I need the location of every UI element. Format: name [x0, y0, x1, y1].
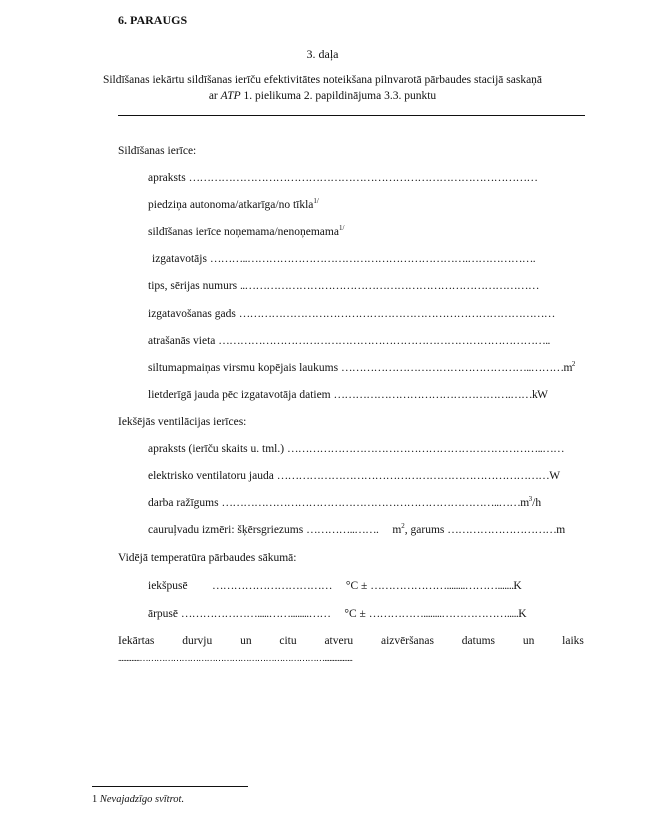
field-manufacturer	[152, 253, 535, 265]
field-temperature-inside-values	[212, 580, 522, 592]
fill-line: …………………………………………………………………..……m	[221, 497, 529, 509]
title-prefix: ar	[208, 90, 221, 102]
fill-line: ………………….....……........……	[180, 608, 331, 620]
unit: m	[392, 524, 402, 536]
field-label: iekšpusē	[148, 580, 188, 592]
field-label: ārpusē	[148, 608, 181, 620]
fill-line: …………………………………………………………………W	[276, 470, 560, 482]
fill-line: ……………………………………………………………..……	[286, 443, 564, 455]
fill-line: ..………………………………………………………………………	[240, 280, 539, 292]
field-useful-power	[148, 389, 547, 401]
fill-line: ……………………………………………………………………………	[238, 308, 555, 320]
fill-line: ………………………………………………………………………………..	[218, 335, 550, 347]
footnote-ref: 1/	[313, 197, 319, 205]
footnote-number: 1	[92, 794, 98, 805]
unit: K	[513, 580, 522, 592]
field-label: izgatavotājs	[152, 253, 210, 265]
fill-line: ……………………………………………..………m	[340, 362, 572, 374]
field-capacity	[148, 497, 541, 509]
unit-exponent: 3	[528, 495, 533, 503]
word: laiks	[562, 635, 584, 647]
field-label: izgatavošanas gads	[148, 308, 239, 320]
part-label: 3. daļa	[306, 47, 339, 61]
field-description	[148, 172, 537, 184]
field-label: darba ražīgums	[148, 497, 222, 509]
fill-line: …………..…….	[306, 524, 379, 536]
header-divider	[118, 115, 585, 116]
word: un	[240, 635, 252, 647]
field-manufacture-year	[148, 308, 555, 320]
fill-line: ………………………………………….……kW	[333, 389, 548, 401]
footnote-ref: 1/	[338, 224, 345, 232]
footnote-separator	[92, 786, 248, 787]
field-label: apraksts (ierīču skaits u. tml.)	[148, 443, 287, 455]
word: citu	[279, 635, 297, 647]
field-label: , garums	[404, 524, 448, 536]
field-temperature-inside	[148, 580, 188, 592]
field-type-serial	[148, 280, 539, 292]
field-label: sildīšanas ierīce noņemama/nenoņemama	[148, 226, 339, 238]
unit: m	[556, 524, 566, 536]
field-label: lietderīgā jauda pēc izgatavotāja datiem	[148, 389, 334, 401]
word: atveru	[324, 635, 354, 647]
field-label: cauruļvadu izmēri: šķērsgriezums	[148, 524, 307, 536]
document-title-line2	[0, 90, 645, 102]
word: Iekārtas	[118, 635, 155, 647]
closing-datetime-line	[118, 635, 584, 647]
temperature-heading: Vidējā temperatūra pārbaudes sākumā:	[118, 552, 297, 564]
field-temperature-outside	[148, 608, 527, 620]
unit: K	[518, 608, 527, 620]
field-label: elektrisko ventilatoru jauda	[148, 470, 277, 482]
field-fan-power	[148, 470, 559, 482]
unit-exponent: 2	[571, 360, 576, 368]
field-label: atrašanās vieta	[148, 335, 219, 347]
ventilation-heading: Iekšējās ventilācijas ierīces:	[118, 416, 247, 428]
unit-suffix: /h	[532, 497, 542, 509]
field-location	[148, 335, 550, 347]
field-removable	[148, 226, 344, 238]
field-heat-exchange-area	[148, 362, 575, 374]
word: durvju	[182, 635, 213, 647]
field-ventilation-description	[148, 443, 564, 455]
fill-line: ……………........……………….....	[368, 608, 519, 620]
word: datums	[461, 635, 496, 647]
title-suffix: 1. pielikuma 2. papildinājuma 3.3. punktu	[240, 90, 437, 102]
closing-fill-line: .............………………………………………………………….................	[118, 653, 353, 663]
field-label: apraksts	[148, 172, 189, 184]
unit-exponent: 2	[401, 522, 405, 530]
unit: °C ±	[345, 580, 368, 592]
field-label: tips, sērijas numurs	[148, 280, 240, 292]
fill-line: ………..…………………………………………………….……………….	[209, 253, 536, 265]
unit: °C ±	[344, 608, 366, 620]
heating-device-heading: Sildīšanas ierīce:	[118, 145, 197, 157]
field-ducts	[148, 524, 565, 536]
word: un	[522, 635, 535, 647]
fill-line: …………………………	[447, 524, 557, 536]
footnote	[92, 794, 184, 805]
fill-line: …………………........……….......	[370, 580, 514, 592]
fill-line: ……………………………………………………………………………………	[188, 172, 538, 184]
document-title-line1: Sildīšanas iekārtu sildīšanas ierīču efektivitātes noteikšana pilnvarotā pārbaudes stacijā saskaņā	[102, 74, 543, 86]
sample-label: 6. PARAUGS	[118, 13, 188, 27]
fill-line: ……………………………	[212, 580, 332, 592]
footnote-text: Nevajadzīgo svītrot.	[99, 794, 185, 805]
word: aizvēršanas	[380, 635, 434, 647]
field-label: siltumapmaiņas virsmu kopējais laukums	[148, 362, 341, 374]
field-label: piedziņa autonoma/atkarīga/no tīkla	[148, 199, 314, 211]
field-drive	[148, 199, 319, 211]
title-atp: ATP	[220, 90, 241, 102]
